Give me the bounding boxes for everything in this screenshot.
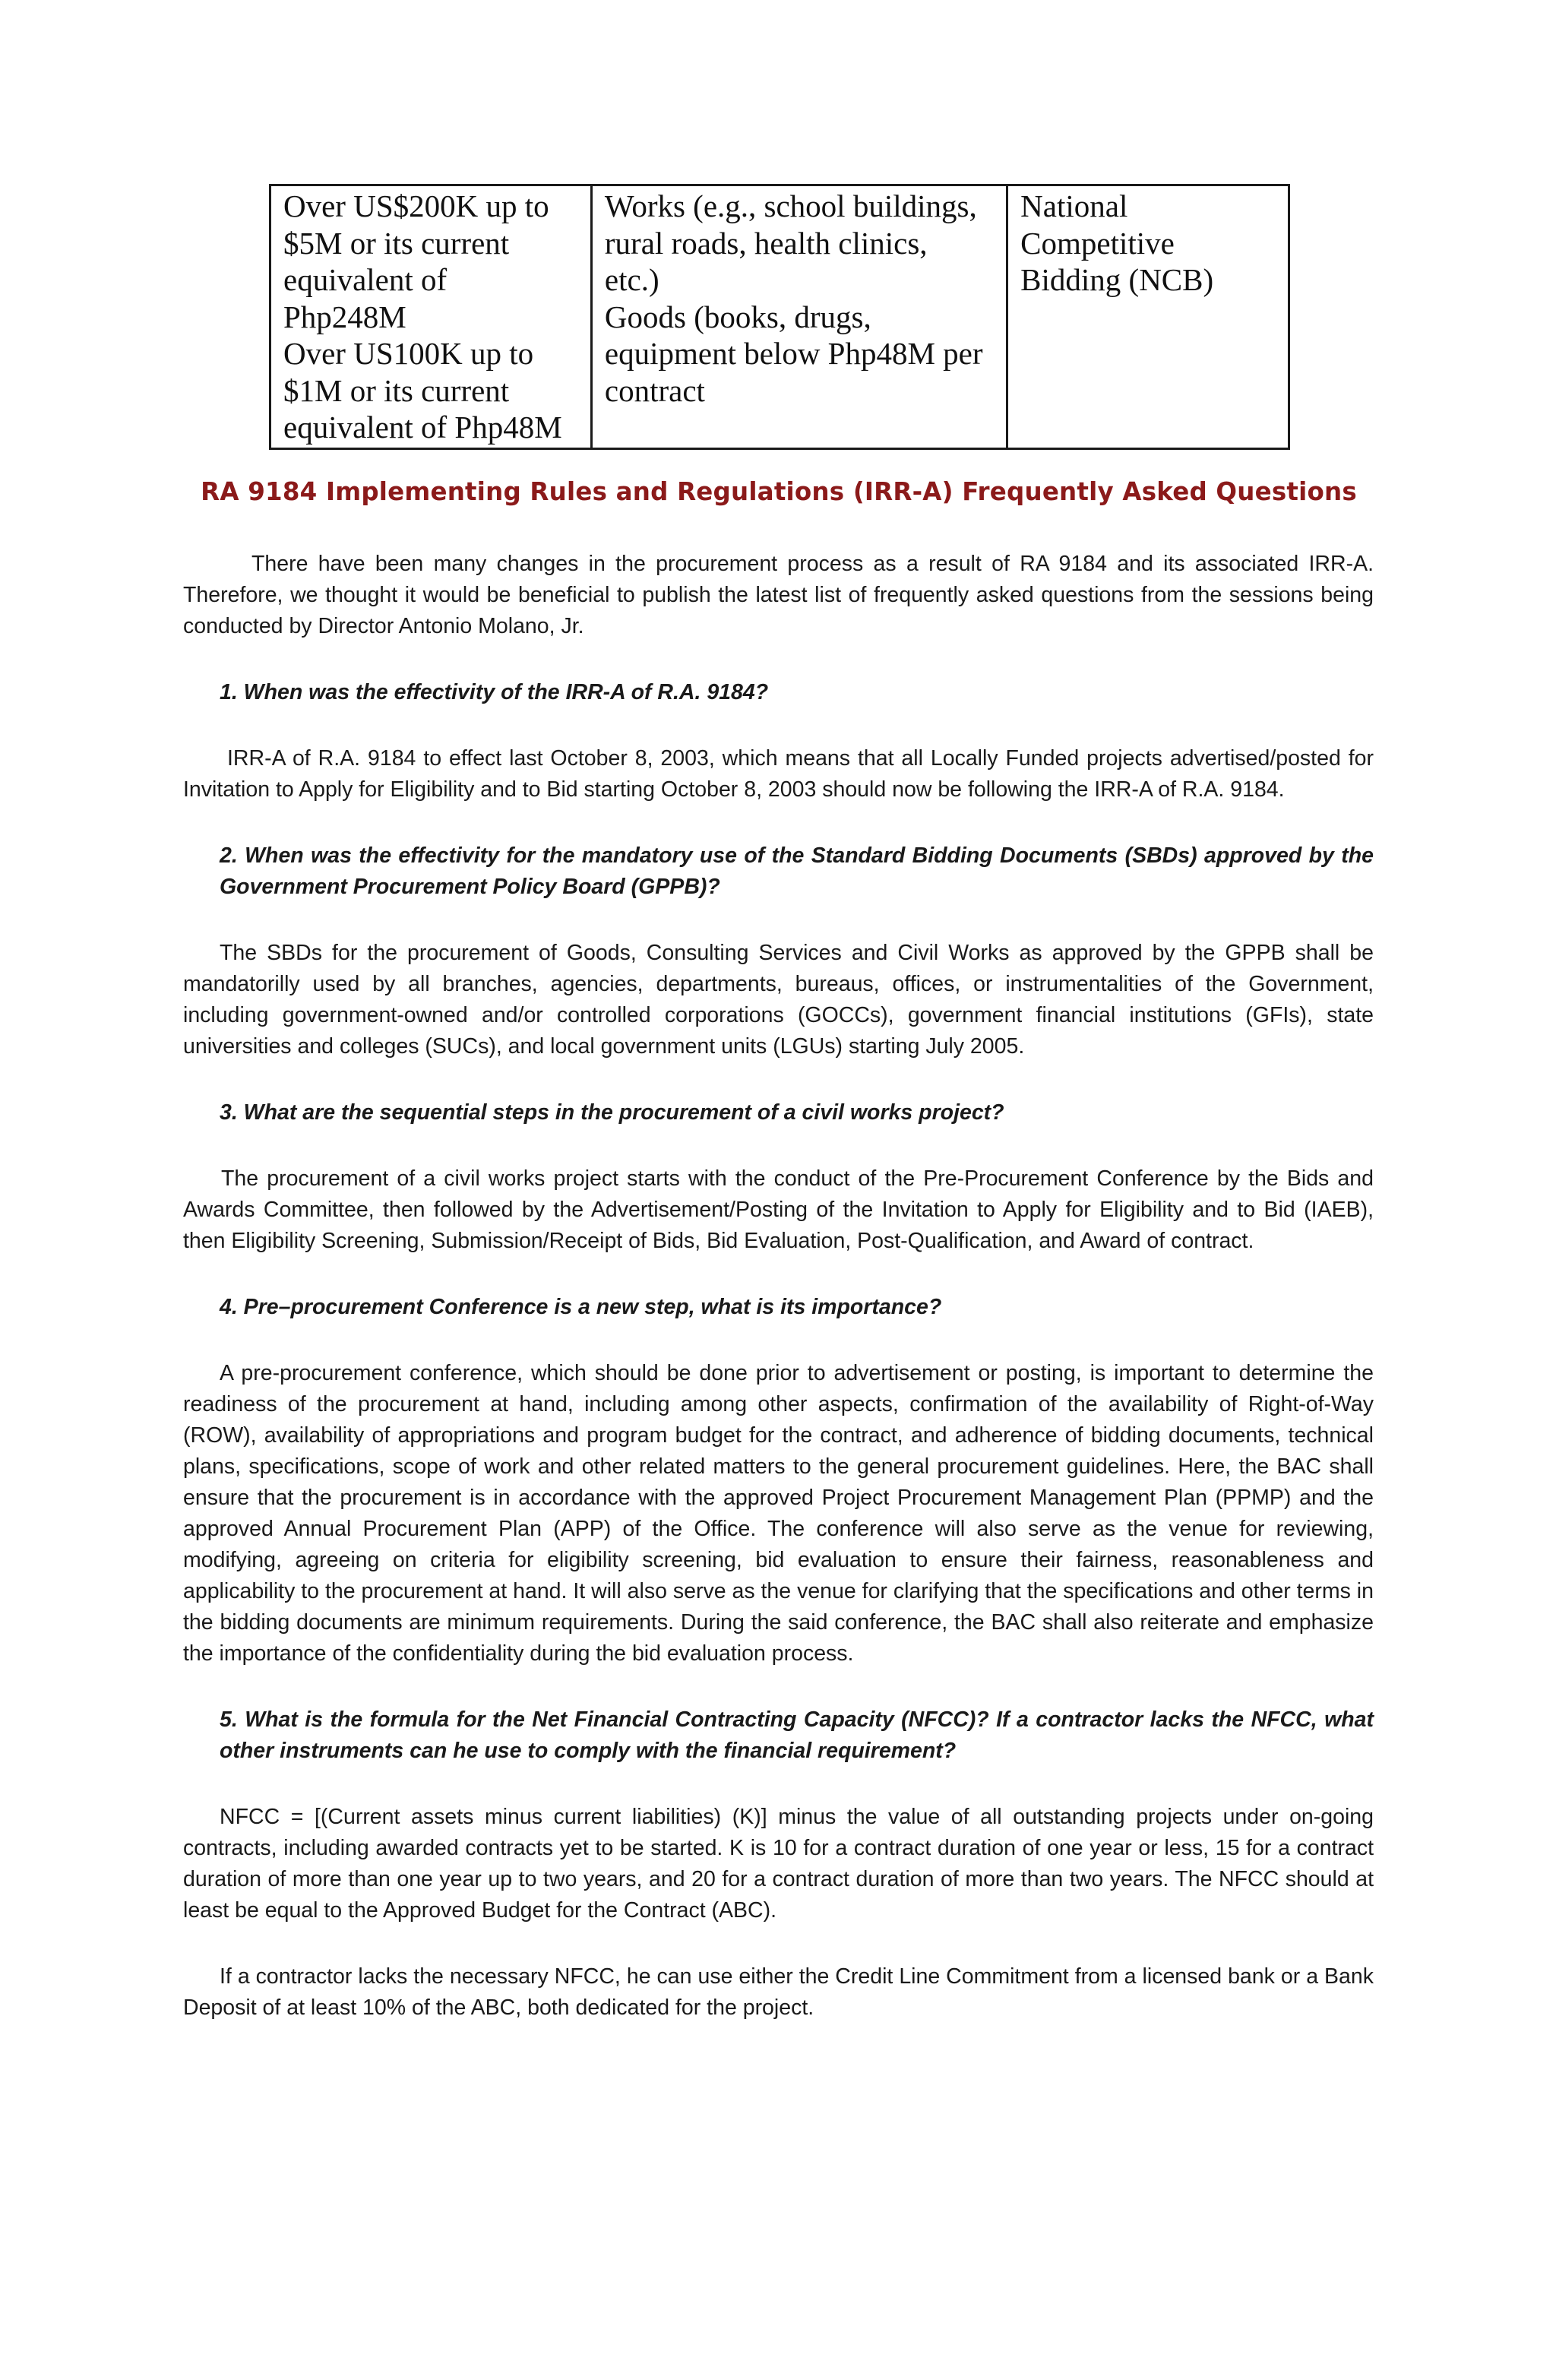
cell-line: Competitive bbox=[1020, 225, 1175, 261]
faq-question-2: 2. When was the effectivity for the mandatory use of the Standard Bidding Documents (SBDs) approved by the Government Procurement Policy Board (GPPB)? bbox=[220, 843, 1374, 899]
procurement-threshold-table bbox=[269, 184, 1290, 450]
table-row bbox=[270, 185, 1289, 449]
cell-line: National bbox=[1020, 188, 1128, 223]
faq-answer-4: A pre-procurement conference, which should be done prior to advertisement or posting, is important to determine the readiness of the procurement at hand, including among other aspects, confirmation of the availability of Right-of-Way (ROW), availability of appropriations and program budget for the contract, and adherence of bidding documents, technical plans, specifications, scope of work and other related matters to the general procurement guidelines. Here, the BAC shall ensure that the procurement is in accordance with the approved Project Procurement Management Plan (PPMP) and the approved Annual Procurement Plan (APP) of the Office. The conference will also serve as the venue for reviewing, modifying, agreeing on criteria for eligibility screening, bid evaluation to ensure their fairness, reasonableness and applicability to the procurement at hand. It will also serve as the venue for clarifying that the specifications and other terms in the bidding documents are minimum requirements. During the said conference, the BAC shall also reiterate and emphasize the importance of the confidentiality during the bid evaluation process. bbox=[183, 1361, 1374, 1666]
cell-line: $5M or its current bbox=[283, 225, 510, 261]
cell-line: equivalent of bbox=[283, 262, 448, 297]
intro-paragraph: There have been many changes in the procurement process as a result of RA 9184 and its associated IRR-A. Therefore, we thought it would be beneficial to publish the latest list of frequently asked questions from the sessions being conducted by Director Antonio Molano, Jr. bbox=[183, 552, 1374, 638]
faq-answer-5-formula: NFCC = [(Current assets minus current liabilities) (K)] minus the value of all outstanding projects under on-going contracts, including awarded contracts yet to be started. K is 10 for a contract duration of one year or less, 15 for a contract duration of more than one year up to two years, and 20 for a contract duration of more than two years. The NFCC should at least be equal to the Approved Budget for the Contract (ABC). bbox=[183, 1805, 1374, 1923]
cell-line: $1M or its current bbox=[283, 372, 510, 408]
faq-content bbox=[183, 549, 1374, 2024]
cell-line: contract bbox=[604, 372, 705, 408]
cell-line: rural roads, health clinics, bbox=[604, 225, 928, 261]
cell-line: Over US$200K up to bbox=[283, 188, 549, 223]
cell-line: Php248M bbox=[283, 299, 406, 334]
cell-line: equipment below Php48M per bbox=[604, 336, 983, 371]
threshold-cell bbox=[270, 185, 592, 449]
faq-answer-2: The SBDs for the procurement of Goods, Consulting Services and Civil Works as approved by the GPPB shall be mandatorilly used by all branches, agencies, departments, bureaus, offices, or instrumentalities of the Government, including government-owned and/or controlled corporations (GOCCs), government financial institutions (GFIs), state universities and colleges (SUCs), and local government units (LGUs) starting July 2005. bbox=[183, 941, 1374, 1059]
faq-answer-5-alternative: If a contractor lacks the necessary NFCC, he can use either the Credit Line Commitment from a licensed bank or a Bank Deposit of at least 10% of the ABC, both dedicated for the project. bbox=[183, 1964, 1374, 2020]
faq-question-5: 5. What is the formula for the Net Financial Contracting Capacity (NFCC)? If a contractor lacks the NFCC, what other instruments can he use to comply with the financial requirement? bbox=[220, 1707, 1374, 1763]
cell-line: Works (e.g., school buildings, bbox=[604, 188, 977, 223]
cell-line: etc.) bbox=[604, 262, 659, 297]
cell-line: Over US100K up to bbox=[283, 336, 534, 371]
faq-answer-1: IRR-A of R.A. 9184 to effect last October 8, 2003, which means that all Locally Funded projects advertised/posted for Invitation to Apply for Eligibility and to Bid starting October 8, 2003 should now be following the IRR-A of R.A. 9184. bbox=[183, 746, 1374, 802]
faq-question-3: 3. What are the sequential steps in the procurement of a civil works project? bbox=[220, 1100, 1004, 1125]
faq-question-4: 4. Pre–procurement Conference is a new step, what is its importance? bbox=[220, 1295, 942, 1319]
cell-line: Bidding (NCB) bbox=[1020, 262, 1214, 297]
bidding-method-cell bbox=[1007, 185, 1289, 449]
procurement-type-cell bbox=[591, 185, 1007, 449]
cell-line: equivalent of Php48M bbox=[283, 410, 562, 445]
cell-line: Goods (books, drugs, bbox=[604, 299, 871, 334]
faq-question-1: 1. When was the effectivity of the IRR-A of R.A. 9184? bbox=[220, 680, 769, 704]
faq-answer-3: The procurement of a civil works project starts with the conduct of the Pre-Procurement Conference by the Bids and Awards Committee, then followed by the Advertisement/Posting of the Invitation to Apply for Eligibility and to Bid (IAEB), then Eligibility Screening, Submission/Receipt of Bids, Bid Evaluation, Post-Qualification, and Award of contract. bbox=[183, 1166, 1374, 1253]
faq-heading: RA 9184 Implementing Rules and Regulations (IRR-A) Frequently Asked Questions bbox=[201, 477, 1357, 506]
